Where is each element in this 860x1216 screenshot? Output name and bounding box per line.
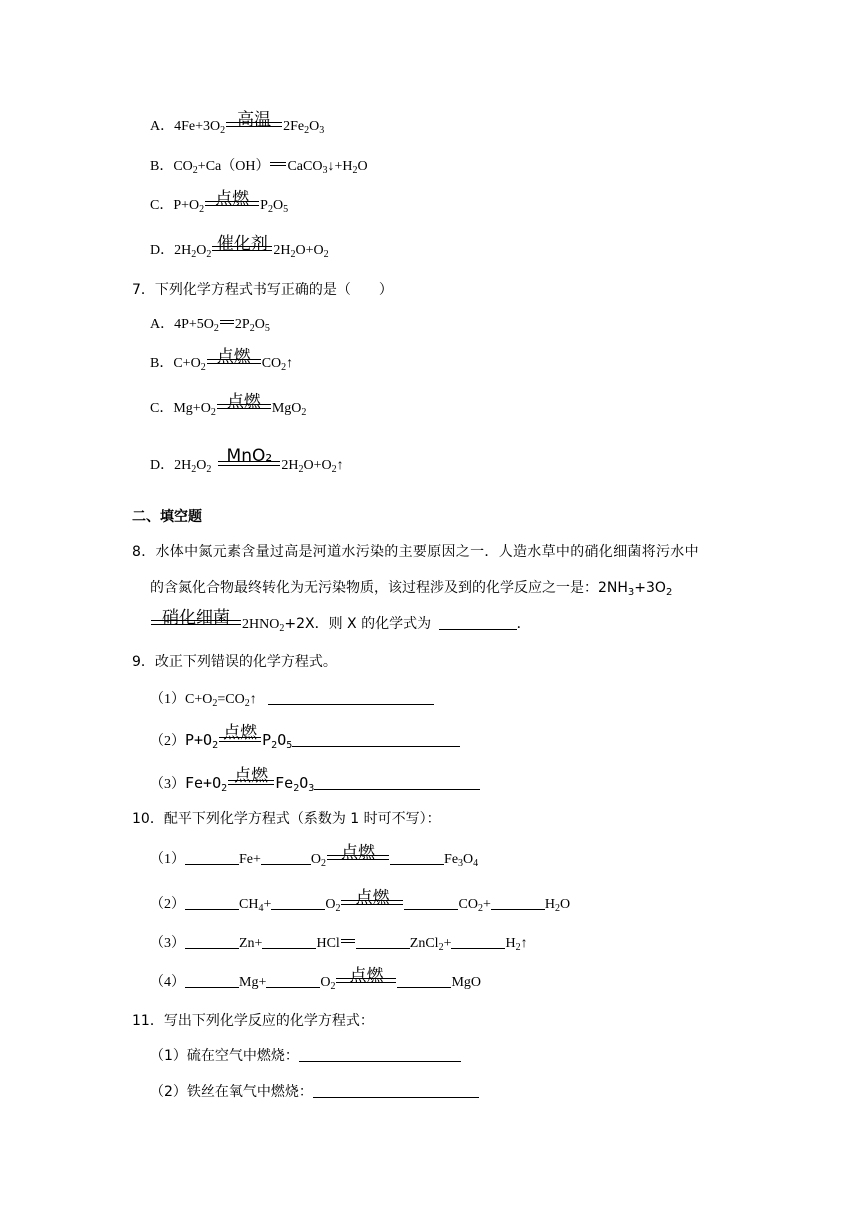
coefficient-blank[interactable] bbox=[356, 934, 410, 949]
q10-item-4: （4） $Mg+ O_2$ 点燃 MgO bbox=[150, 966, 482, 992]
reaction-condition: 点燃 bbox=[228, 773, 274, 793]
q11-item-1: （1）硫在空气中燃烧： bbox=[150, 1046, 461, 1066]
q9-item-1: $(1)C+O_2=CO_2↑$ bbox=[150, 690, 434, 710]
coefficient-blank[interactable] bbox=[390, 850, 444, 865]
q10-item-1: （1） $Fe+ O_2$ 点燃 $Fe_3O_4$ bbox=[150, 843, 479, 869]
reaction-condition: 点燃 bbox=[207, 354, 261, 374]
reaction-condition: 高温 bbox=[226, 117, 282, 137]
q7-stem: 7．下列化学方程式书写正确的是（ ） bbox=[132, 282, 393, 298]
q6-option-b: B．$CO_2+Ca(OH)$ $CaCO_3↓+H_2O$ bbox=[150, 159, 368, 176]
q6-option-d: D．$2H_2O_2$ 催化剂 $2H_2O+O_2$ bbox=[150, 234, 329, 260]
reaction-condition: 点燃 bbox=[219, 730, 261, 750]
q7-option-a: A．$4P+5O_2$ $2P_2O_5$ bbox=[150, 317, 270, 334]
answer-blank[interactable] bbox=[439, 615, 517, 630]
coefficient-blank[interactable] bbox=[491, 895, 545, 910]
q8-line2: 的含氮化合物最终转化为无污染物质，该过程涉及到的化学反应之一是：$2NH_3+3O_2$ bbox=[150, 580, 673, 598]
coefficient-blank[interactable] bbox=[404, 895, 458, 910]
coefficient-blank[interactable] bbox=[266, 973, 320, 988]
q8-line1: 8．水体中氮元素含量过高是河道水污染的主要原因之一．人造水草中的硝化细菌将污水中 bbox=[132, 544, 699, 560]
section-title: 二、填空题 bbox=[132, 509, 202, 525]
q6-option-a: A．$4Fe+3O_2$ 高温 $2Fe_2O_3$ bbox=[150, 110, 325, 136]
reaction-condition: 点燃 bbox=[336, 973, 396, 993]
reaction-condition: 硝化细菌 bbox=[151, 615, 241, 635]
q11-stem: 11．写出下列化学反应的化学方程式： bbox=[132, 1013, 374, 1029]
coefficient-blank[interactable] bbox=[271, 895, 325, 910]
q10-item-3: （3） Zn+ HCl ZnCl$_2$+ $H_2↑$ bbox=[150, 936, 528, 953]
answer-blank[interactable] bbox=[299, 1047, 461, 1062]
coefficient-blank[interactable] bbox=[185, 850, 239, 865]
coefficient-blank[interactable] bbox=[262, 934, 316, 949]
reaction-condition: 催化剂 bbox=[212, 241, 272, 261]
answer-blank[interactable] bbox=[268, 690, 434, 705]
q7-option-d: D．$2H_2O_2$ MnO₂ $2H_2O+O_2↑$ bbox=[150, 446, 344, 475]
coefficient-blank[interactable] bbox=[185, 895, 239, 910]
coefficient-blank[interactable] bbox=[261, 850, 311, 865]
reaction-condition: 点燃 bbox=[327, 850, 389, 870]
coefficient-blank[interactable] bbox=[185, 973, 239, 988]
q10-item-2: （2） $CH_4+ O_2$ 点燃 $CO_2+ H_2O$ bbox=[150, 888, 571, 914]
q8-line3: 硝化细菌 $2HNO_2+2X$．则 X 的化学式为 ． bbox=[150, 614, 531, 635]
reaction-condition: 点燃 bbox=[341, 895, 403, 915]
q11-item-2: （2）铁丝在氧气中燃烧： bbox=[150, 1082, 479, 1102]
q9-item-3: $(3)Fe+O_2$ 点燃 $Fe_2O_3$ bbox=[150, 773, 480, 795]
reaction-condition: 点燃 bbox=[205, 196, 259, 216]
answer-blank[interactable] bbox=[292, 732, 460, 747]
q7-option-b: B．$C+O_2$ 点燃 $CO_2↑$ bbox=[150, 347, 294, 373]
answer-blank[interactable] bbox=[314, 775, 480, 790]
q10-stem: 10．配平下列化学方程式（系数为 1 时可不写）： bbox=[132, 811, 441, 827]
coefficient-blank[interactable] bbox=[397, 973, 451, 988]
coefficient-blank[interactable] bbox=[185, 934, 239, 949]
q9-stem: 9．改正下列错误的化学方程式。 bbox=[132, 654, 337, 670]
q6-option-c: C．$P+O_2$ 点燃 $P_2O_5$ bbox=[150, 189, 289, 215]
q7-option-c: C．$Mg+O_2$ 点燃 MgO$_2$ bbox=[150, 392, 307, 418]
reaction-condition: MnO₂ bbox=[218, 456, 280, 476]
answer-blank[interactable] bbox=[313, 1083, 479, 1098]
q9-item-2: $(2)P+O_2$ 点燃 $P_2O_5$ bbox=[150, 730, 460, 752]
coefficient-blank[interactable] bbox=[451, 934, 505, 949]
reaction-condition: 点燃 bbox=[217, 399, 271, 419]
